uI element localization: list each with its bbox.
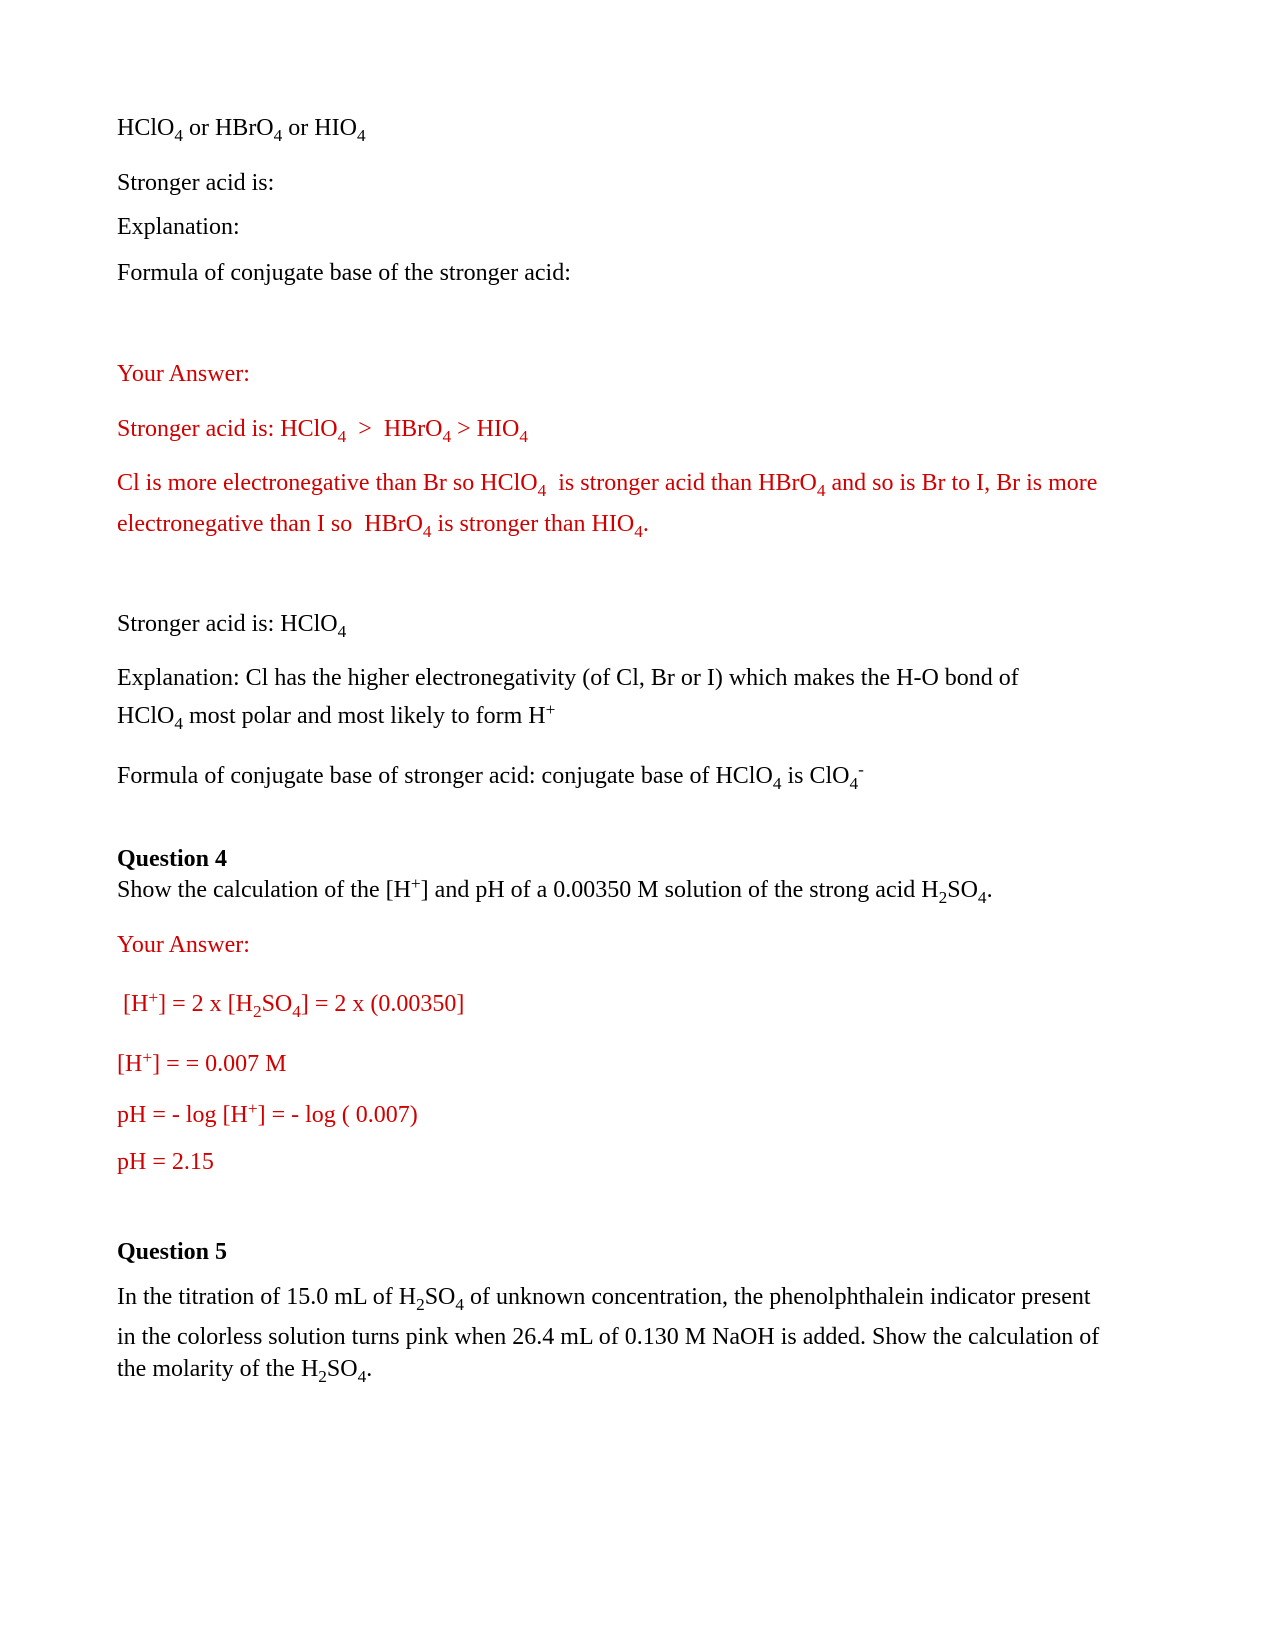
question-5-line-2: in the colorless solution turns pink when 26.4 mL of 0.130 M NaOH is added. Show the calculation of <box>117 1324 1100 1350</box>
student-acid-order: Stronger acid is: HClO$_4$ > HBrO$_4$ > $HIO_4$ <box>117 416 528 447</box>
key-explanation-line-1: Explanation: Cl has the higher electronegativity (of Cl, Br or I) which makes the H-O bond of <box>117 665 1019 691</box>
your-answer-label-q4: Your Answer: <box>117 932 250 958</box>
formula-label: Formula of conjugate base of the stronger acid: <box>117 260 571 286</box>
question-4-prompt: Show the calculation of the [H+] and pH of a 0.00350 M solution of the strong acid $H_2SO_4$. <box>117 874 993 908</box>
key-stronger-acid: Stronger acid is: HClO$_4$ <box>117 611 347 642</box>
q4-calc-hydrogen-ion: [H+] = 2 x $[H_2SO_4] = 2$ x (0.00350] <box>123 988 465 1022</box>
q4-calc-ph-formula: pH = - log [H+] = - log ( 0.007) <box>117 1099 418 1128</box>
question-5-line-1: In the titration of 15.0 mL of $H_2SO_4$ of unknown concentration, the phenolphthalein indicator present <box>117 1284 1091 1315</box>
q4-calc-ph-result: pH = 2.15 <box>117 1149 214 1175</box>
stronger-acid-label: Stronger acid is: <box>117 170 275 196</box>
question-5-title: Question 5 <box>117 1239 228 1265</box>
student-explanation-line-2: electronegative than I so HBrO$_4$ is stronger than $HIO_4$. <box>117 511 649 542</box>
student-explanation-line-1: Cl is more electronegative than Br so HClO$_4$ is stronger acid than HBrO$_4$ and so is Br to I, Br is more <box>117 470 1098 501</box>
your-answer-label: Your Answer: <box>117 361 250 387</box>
key-conjugate-base: Formula of conjugate base of stronger acid: conjugate base of HClO$_4$ is ClO$_4$- <box>117 760 864 794</box>
key-explanation-line-2: HClO$_4$ most polar and most likely to form H+ <box>117 700 556 734</box>
question-5-line-3: the molarity of the $H_2SO_4$. <box>117 1356 373 1387</box>
explanation-label: Explanation: <box>117 214 240 240</box>
question-4-title: Question 4 <box>117 846 228 872</box>
q4-calc-concentration: [H+] = = 0.007 M <box>117 1048 287 1077</box>
acid-choices: HClO$_4$ or HBrO$_4$ or $HIO_4$ <box>117 115 366 146</box>
